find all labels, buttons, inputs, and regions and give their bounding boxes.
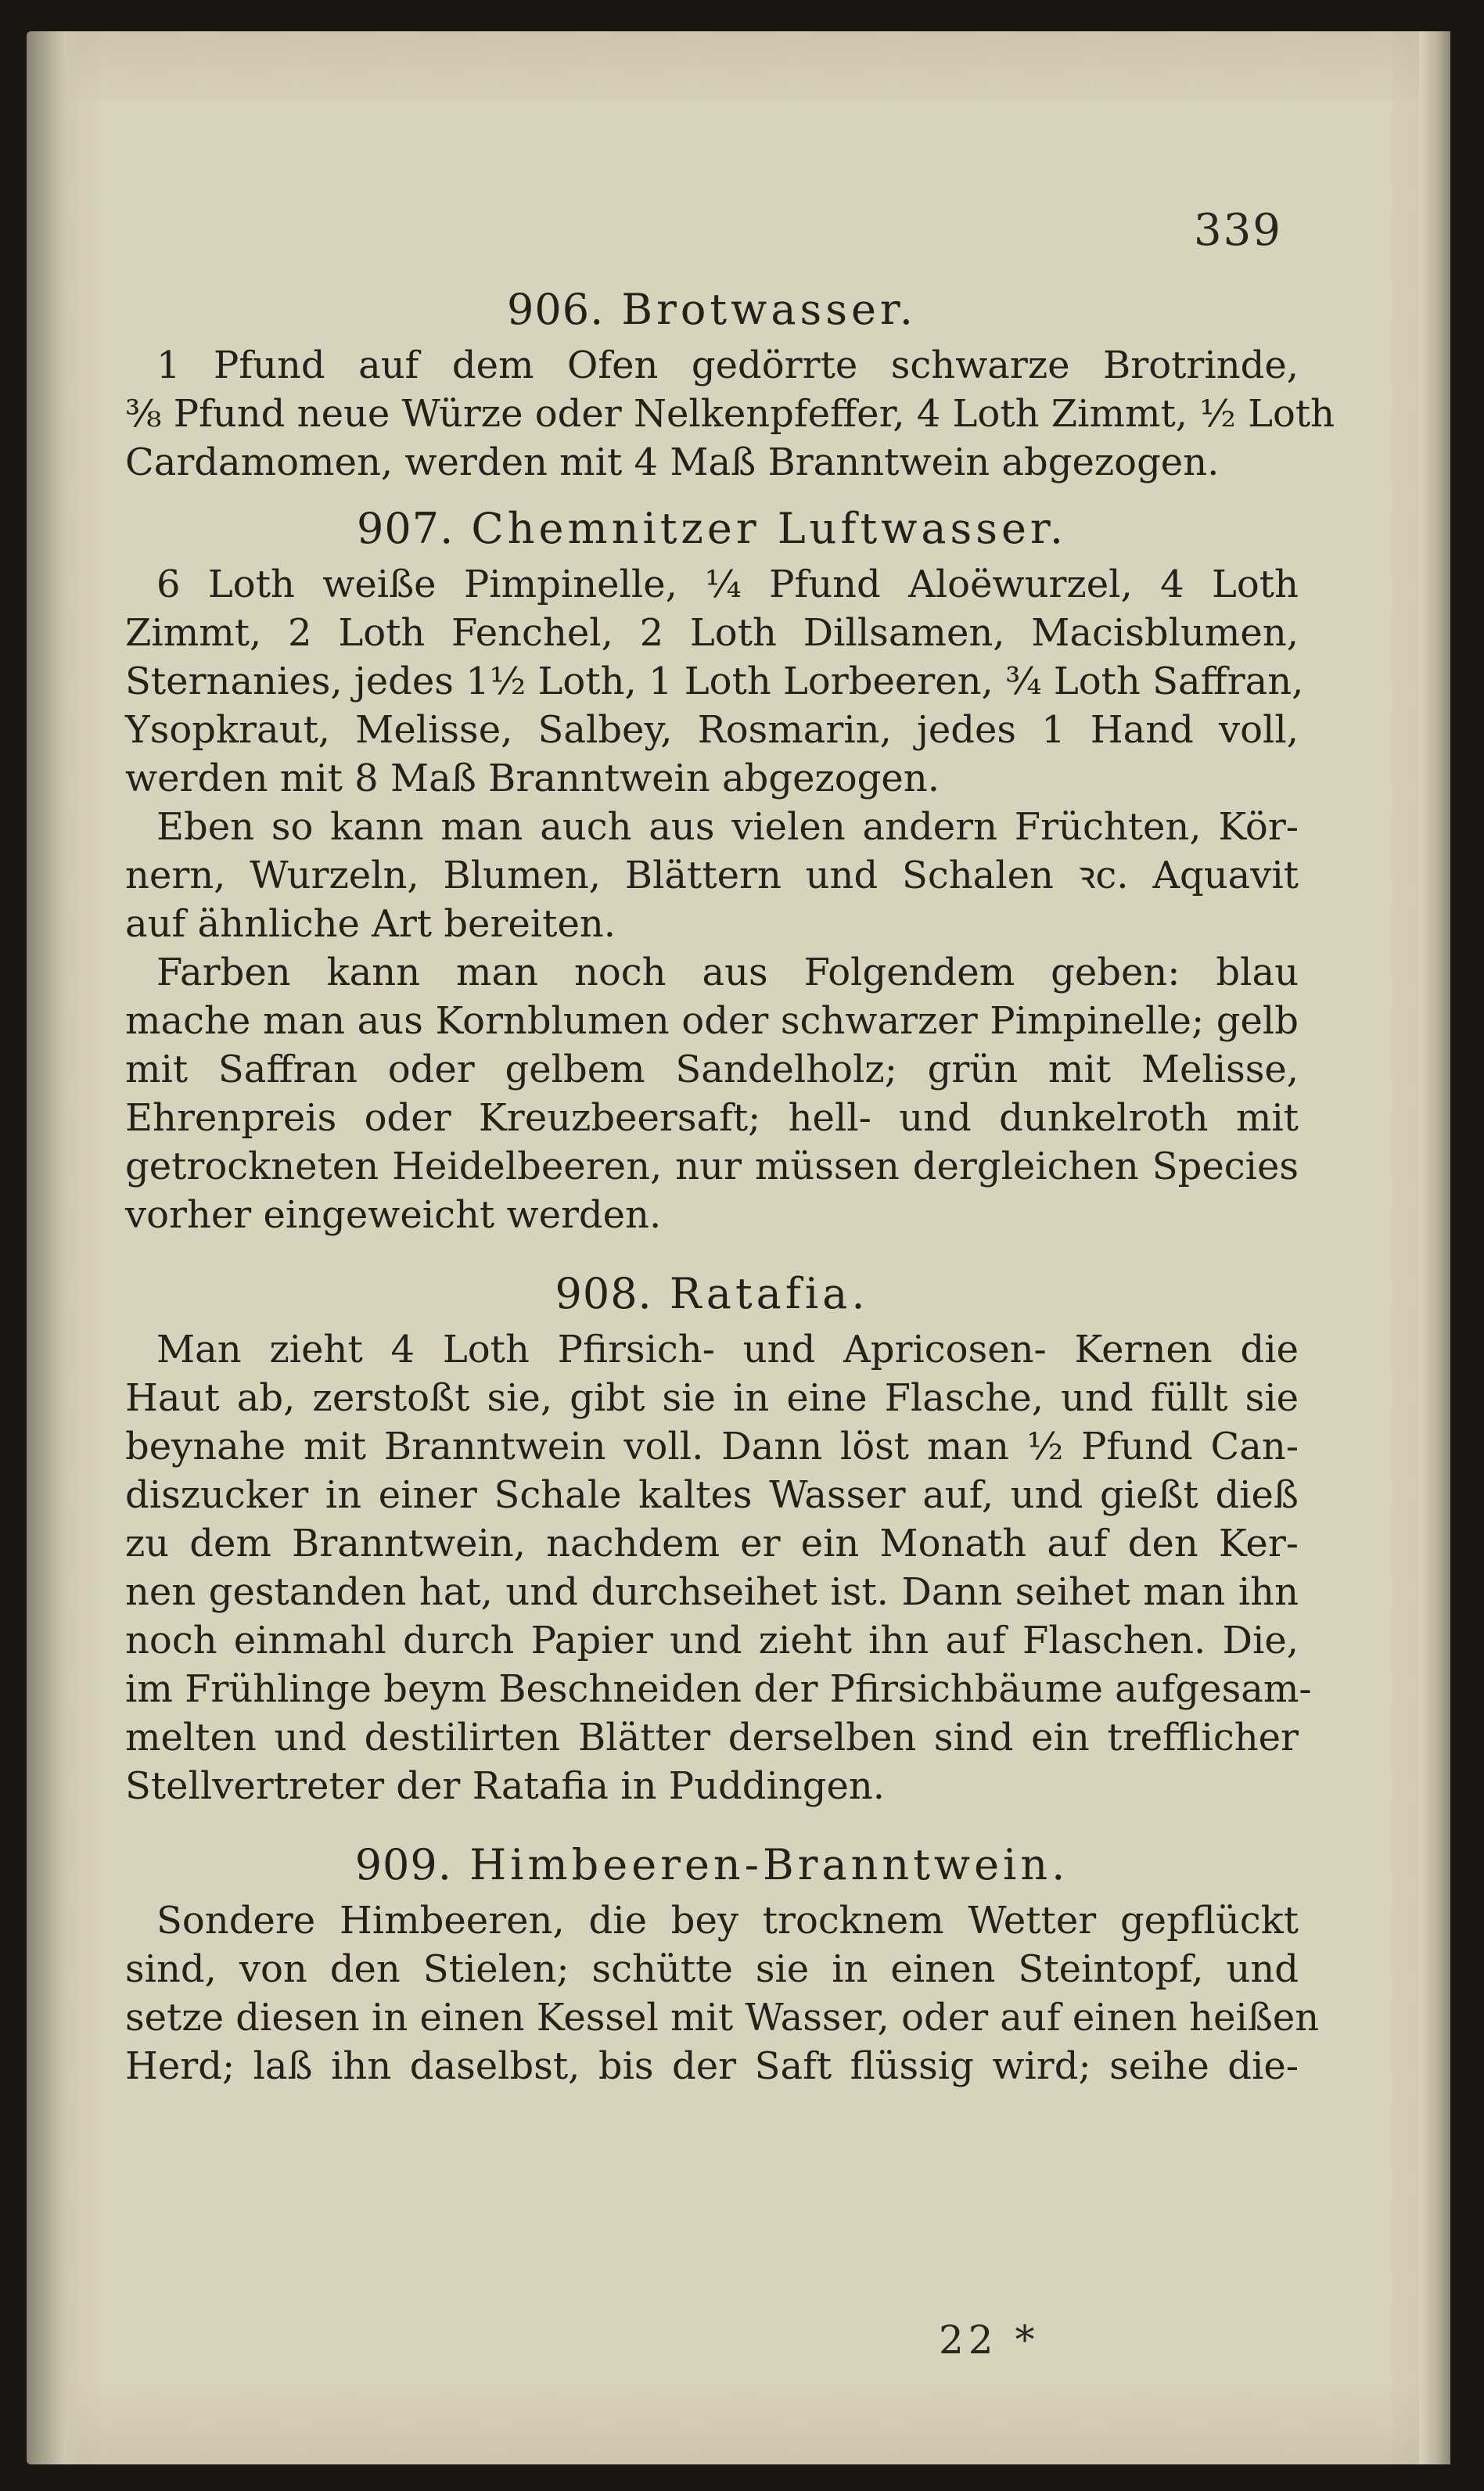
text-line: Zimmt, 2 Loth Fenchel, 2 Loth Dillsamen, Macisblumen, — [125, 611, 1299, 655]
text-line: diszucker in einer Schale kaltes Wasser auf, und gießt dieß — [125, 1473, 1299, 1517]
text-line: Haut ab, zerstoßt sie, gibt sie in eine Flasche, und füllt sie — [125, 1376, 1299, 1420]
text-block — [125, 133, 1335, 2090]
recipe-title: Ratafia. — [669, 1269, 869, 1318]
recipe-heading — [125, 1834, 1299, 1896]
text-line: Farben kann man noch aus Folgendem geben: blau — [156, 951, 1299, 994]
recipe-title: Chemnitzer Luftwasser. — [471, 504, 1067, 553]
text-line: Eben so kann man auch aus vielen andern Früchten, Kör- — [156, 805, 1299, 849]
text-line: melten und destilirten Blätter derselben sind ein trefflicher — [125, 1716, 1299, 1760]
text-line: mache man aus Kornblumen oder schwarzer Pimpinelle; gelb — [125, 999, 1299, 1043]
recipe-section-907 — [125, 498, 1304, 1239]
page-fore-edge — [1419, 31, 1450, 2464]
page-number: 339 — [1194, 205, 1282, 256]
recipe-section-908 — [125, 1263, 1312, 1810]
text-line: Ehrenpreis oder Kreuzbeersaft; hell- und dunkelroth mit — [125, 1096, 1299, 1140]
text-line: Herd; laß ihn daselbst, bis der Saft flüssig wird; seihe die- — [125, 2044, 1299, 2088]
text-line: setze diesen in einen Kessel mit Wasser, oder auf einen heißen — [125, 1996, 1320, 2040]
text-line: vorher eingeweicht werden. — [125, 1193, 662, 1237]
text-line: sind, von den Stielen; schütte sie in einen Steintopf, und — [125, 1947, 1299, 1991]
recipe-heading — [125, 279, 1299, 341]
text-line: Cardamomen, werden mit 4 Maß Branntwein abgezogen. — [125, 440, 1220, 484]
text-line: Man zieht 4 Loth Pfirsich- und Apricosen- Kernen die — [156, 1328, 1299, 1371]
text-line: Sternanies, jedes 1½ Loth, 1 Loth Lorbeeren, ¾ Loth Saffran, — [125, 660, 1304, 703]
text-line: noch einmahl durch Papier und zieht ihn auf Flaschen. Die, — [125, 1619, 1299, 1662]
text-line: 6 Loth weiße Pimpinelle, ¼ Pfund Aloëwurzel, 4 Loth — [156, 563, 1299, 606]
recipe-number: 906. — [507, 285, 605, 334]
recipe-heading — [125, 498, 1299, 560]
text-line: 1 Pfund auf dem Ofen gedörrte schwarze Brotrinde, — [156, 343, 1299, 387]
text-line: nen gestanden hat, und durchseihet ist. Dann seihet man ihn — [125, 1570, 1299, 1614]
recipe-number: 908. — [555, 1269, 652, 1318]
text-line: Stellvertreter der Ratafia in Puddingen. — [125, 1764, 886, 1808]
text-line: beynahe mit Branntwein voll. Dann löst man ½ Pfund Can- — [125, 1425, 1299, 1468]
text-line: getrockneten Heidelbeeren, nur müssen dergleichen Species — [125, 1145, 1299, 1188]
text-line: nern, Wurzeln, Blumen, Blättern und Schalen ꝛc. Aquavit — [125, 854, 1299, 897]
recipe-number: 907. — [357, 504, 455, 553]
text-line: Ysopkraut, Melisse, Salbey, Rosmarin, jedes 1 Hand voll, — [125, 708, 1299, 752]
text-line: mit Saffran oder gelbem Sandelholz; grün mit Melisse, — [125, 1048, 1299, 1091]
recipe-section-909 — [125, 1834, 1320, 2090]
text-line: werden mit 8 Maß Branntwein abgezogen. — [125, 757, 940, 800]
text-line: ⅜ Pfund neue Würze oder Nelkenpfeffer, 4 Loth Zimmt, ½ Loth — [125, 392, 1335, 436]
text-line: zu dem Branntwein, nachdem er ein Monath auf den Ker- — [125, 1522, 1299, 1565]
recipe-heading — [125, 1263, 1299, 1325]
page-gutter — [27, 31, 81, 2464]
recipe-title: Himbeeren-Branntwein. — [469, 1840, 1069, 1889]
recipe-title: Brotwasser. — [621, 285, 917, 334]
signature-mark: 22 * — [939, 2317, 1040, 2363]
recipe-section-906 — [125, 279, 1335, 487]
text-line: im Frühlinge beym Beschneiden der Pfirsichbäume aufgesam- — [125, 1667, 1312, 1711]
text-line: auf ähnliche Art bereiten. — [125, 902, 616, 946]
recipe-number: 909. — [354, 1840, 452, 1889]
text-line: Sondere Himbeeren, die bey trocknem Wetter gepflückt — [156, 1899, 1299, 1943]
